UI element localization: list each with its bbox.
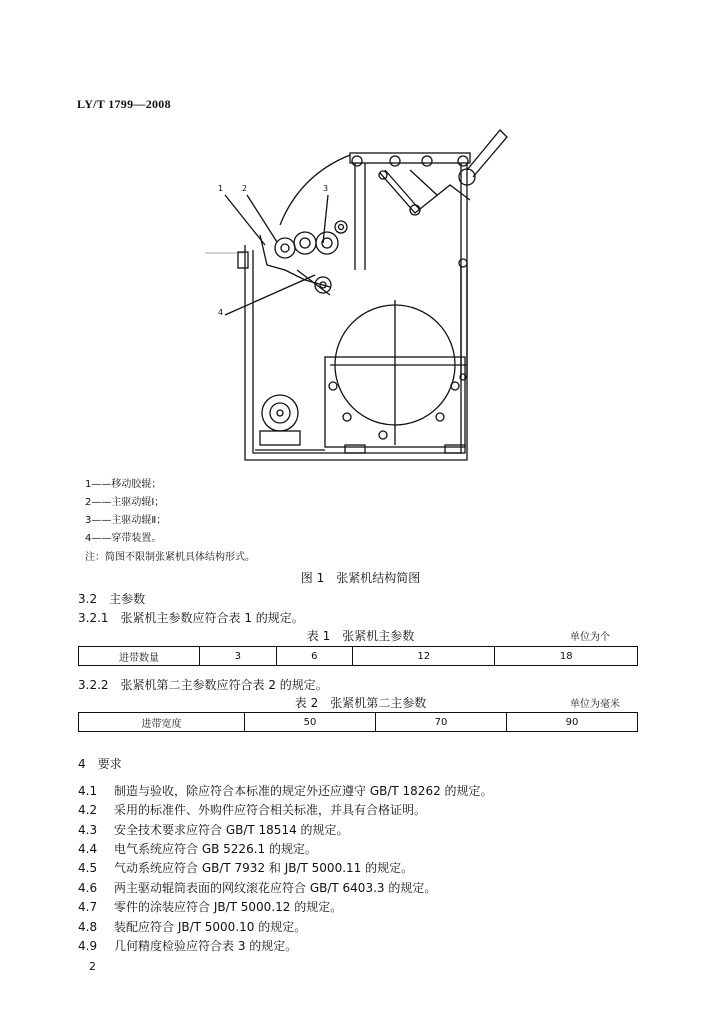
parameter-table-2 (78, 712, 638, 732)
requirement-number: 4.2 (78, 803, 98, 817)
callout-label: 2 (242, 184, 248, 193)
table-caption: 表 2 张紧机第二主参数 (294, 696, 427, 710)
tensioner-diagram (205, 115, 515, 475)
requirement-item (78, 840, 317, 857)
requirement-item (78, 918, 306, 935)
requirement-number: 4.4 (78, 842, 98, 856)
table-cell: 进带数量 (79, 647, 200, 666)
table-cell: 3 (200, 647, 277, 666)
requirement-item (78, 879, 436, 896)
table-caption: 表 1 张紧机主参数 (306, 629, 415, 643)
requirement-item (78, 782, 493, 799)
requirement-text: 采用的标准件、外购件应符合相关标准，并具有合格证明。 (114, 803, 427, 817)
section-title: 4 要求 (78, 757, 122, 771)
table-cell: 12 (353, 647, 495, 666)
legend-item: 2——主驱动辊Ⅰ； (85, 497, 165, 508)
requirement-number: 4.9 (78, 939, 98, 953)
table-row (79, 713, 638, 732)
legend-item: 4——穿带装置。 (85, 533, 162, 544)
table-unit: 单位为个 (570, 632, 610, 643)
callout-label: 1 (218, 184, 224, 193)
requirement-text: 安全技术要求应符合 GB/T 18514 的规定。 (114, 823, 349, 837)
table-cell: 进带宽度 (79, 713, 245, 732)
requirement-text: 几何精度检验应符合表 3 的规定。 (114, 939, 298, 953)
requirement-number: 4.3 (78, 823, 98, 837)
section-title: 3.2 主参数 (78, 592, 146, 606)
requirement-number: 4.7 (78, 900, 98, 914)
requirement-text: 零件的涂装应符合 JB/T 5000.12 的规定。 (114, 900, 343, 914)
legend-item: 1——移动胶辊； (85, 479, 162, 490)
requirement-number: 4.5 (78, 861, 98, 875)
requirement-number: 4.8 (78, 920, 98, 934)
requirement-item (78, 801, 426, 818)
requirement-text: 气动系统应符合 GB/T 7932 和 JB/T 5000.11 的规定。 (114, 861, 414, 875)
table-cell: 70 (376, 713, 507, 732)
parameter-table-1 (78, 646, 638, 666)
requirement-number: 4.6 (78, 881, 98, 895)
requirement-item (78, 821, 349, 838)
requirement-item (78, 898, 342, 915)
table-cell: 6 (276, 647, 353, 666)
table-cell: 18 (495, 647, 638, 666)
figure-note: 注：简图不限制张紧机具体结构形式。 (85, 552, 255, 563)
requirement-text: 两主驱动辊筒表面的网纹滚花应符合 GB/T 6403.3 的规定。 (114, 881, 437, 895)
legend-item: 3——主驱动辊Ⅱ； (85, 515, 167, 526)
paragraph: 3.2.2 张紧机第二主参数应符合表 2 的规定。 (78, 678, 328, 692)
table-cell: 90 (507, 713, 638, 732)
figure-caption: 图 1 张紧机结构简图 (300, 571, 421, 585)
requirement-text: 电气系统应符合 GB 5226.1 的规定。 (114, 842, 317, 856)
page-number: 2 (89, 960, 96, 973)
requirement-number: 4.1 (78, 784, 98, 798)
table-row (79, 647, 638, 666)
table-unit: 单位为毫米 (570, 699, 620, 710)
document-code: LY/T 1799—2008 (77, 97, 171, 111)
paragraph: 3.2.1 张紧机主参数应符合表 1 的规定。 (78, 611, 304, 625)
requirement-text: 装配应符合 JB/T 5000.10 的规定。 (114, 920, 307, 934)
requirement-text: 制造与验收，除应符合本标准的规定外还应遵守 GB/T 18262 的规定。 (114, 784, 493, 798)
requirement-item (78, 859, 413, 876)
table-cell: 50 (245, 713, 376, 732)
requirement-item (78, 937, 297, 954)
callout-label: 3 (323, 184, 329, 193)
callout-label: 4 (218, 308, 224, 317)
